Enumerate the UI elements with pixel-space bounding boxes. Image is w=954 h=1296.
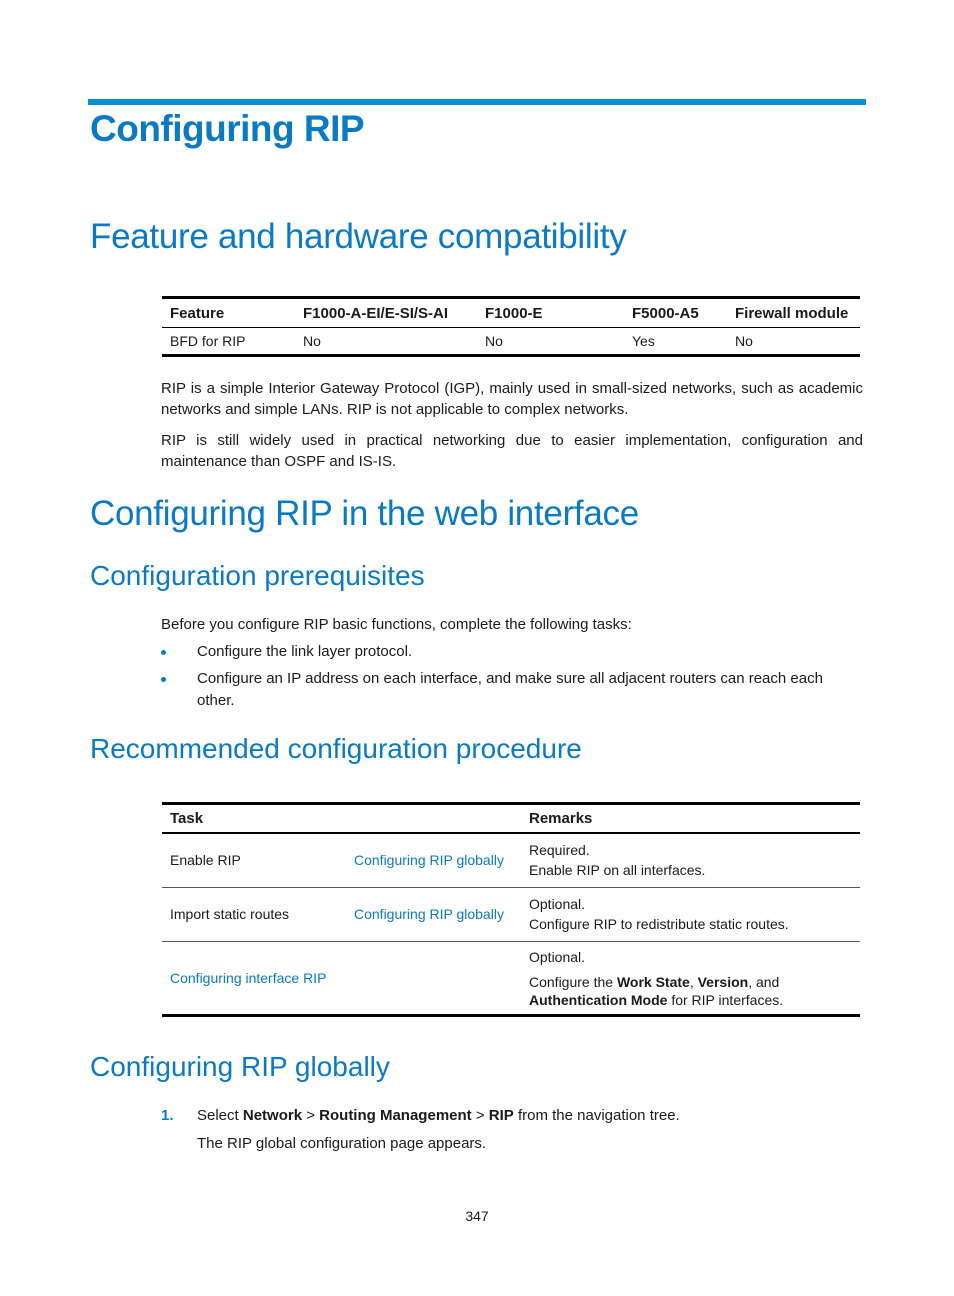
task-link-cell: [162, 941, 521, 1015]
intro-paragraph-1: RIP is a simple Interior Gateway Protocol (IGP), mainly used in small-sized networks, such as academic networks and simple LANs. RIP is not applicable to complex networks.: [161, 380, 863, 418]
remark-bold-term: Authentication Mode: [529, 991, 668, 1008]
column-header: F1000-A-EI/E-SI/S-AI: [295, 298, 477, 328]
table-header-row: [162, 804, 860, 834]
page-number: 347: [465, 1208, 489, 1224]
remark-line: [529, 973, 852, 991]
column-header: F1000-E: [477, 298, 624, 328]
step-text: >: [302, 1107, 320, 1124]
table-row: [162, 328, 860, 356]
list-item-text: Configure the link layer protocol.: [197, 643, 413, 660]
task-cell: Import static routes: [162, 887, 346, 941]
column-header: Firewall module: [727, 298, 860, 328]
column-header-task: Task: [162, 804, 521, 834]
column-header-remarks: Remarks: [521, 804, 860, 834]
chapter-top-rule: [88, 99, 866, 105]
section-title-compatibility: Feature and hardware compatibility: [90, 217, 627, 256]
section-title-web-interface: Configuring RIP in the web interface: [90, 494, 639, 533]
list-item: [161, 641, 861, 663]
compatibility-table: [162, 296, 860, 357]
remarks-cell: [521, 941, 860, 1015]
configuring-interface-rip-link[interactable]: Configuring interface RIP: [170, 969, 327, 986]
subsection-title-globally: Configuring RIP globally: [90, 1051, 390, 1082]
remark-line: Required.: [529, 842, 590, 859]
step-result: The RIP global configuration page appears.: [197, 1135, 487, 1152]
bullet-dot-icon: [161, 677, 166, 682]
procedure-table: [162, 802, 860, 1017]
remark-text: Configure the: [529, 973, 617, 990]
column-header: Feature: [162, 298, 295, 328]
remarks-cell: [521, 887, 860, 941]
remark-line: Optional.: [529, 896, 586, 912]
remark-bold-term: Version: [697, 973, 749, 990]
remark-line: [529, 991, 852, 1009]
remark-line: Enable RIP on all interfaces.: [529, 862, 706, 879]
remark-line: Configure RIP to redistribute static routes.: [529, 916, 789, 932]
menu-routing-management: Routing Management: [319, 1107, 472, 1124]
column-header: F5000-A5: [624, 298, 727, 328]
configuring-rip-globally-link[interactable]: Configuring RIP globally: [354, 906, 504, 922]
configuring-rip-globally-link[interactable]: Configuring RIP globally: [354, 852, 504, 869]
subsection-title-procedure: Recommended configuration procedure: [90, 733, 582, 764]
table-cell: No: [477, 328, 624, 356]
prereq-lead: Before you configure RIP basic functions, complete the following tasks:: [161, 616, 632, 633]
intro-paragraph-2: RIP is still widely used in practical networking due to easier implementation, configuration and maintenance than OSPF and IS-IS.: [161, 432, 863, 470]
table-cell: No: [295, 328, 477, 356]
table-row: [162, 887, 860, 941]
bullet-dot-icon: [161, 650, 166, 655]
task-link-cell: [346, 887, 521, 941]
task-cell: Enable RIP: [162, 833, 346, 887]
step-text: Select: [197, 1107, 243, 1124]
list-item-text: Configure an IP address on each interface, and make sure all adjacent routers can reach each other.: [197, 670, 823, 709]
table-cell: No: [727, 328, 860, 356]
step-instruction: [197, 1105, 680, 1127]
remarks-cell: [521, 833, 860, 887]
remark-text: , and: [748, 973, 780, 990]
table-cell: Yes: [624, 328, 727, 356]
table-row: [162, 941, 860, 1015]
remark-bold-term: Work State: [616, 973, 690, 990]
table-row: [162, 833, 860, 887]
table-header-row: [162, 298, 860, 328]
step-text: from the navigation tree.: [513, 1107, 680, 1124]
remark-text: ,: [689, 973, 698, 990]
task-link-cell: [346, 833, 521, 887]
step-number: 1.: [161, 1107, 174, 1124]
list-item: [161, 668, 861, 712]
step-text: >: [471, 1107, 489, 1124]
menu-network: Network: [242, 1107, 303, 1124]
remark-text: for RIP interfaces.: [667, 991, 784, 1008]
remark-line: Optional.: [529, 948, 586, 965]
prereq-list: [161, 641, 861, 717]
chapter-title: Configuring RIP: [90, 108, 365, 149]
table-cell: BFD for RIP: [162, 328, 295, 356]
menu-rip: RIP: [488, 1107, 514, 1124]
subsection-title-prerequisites: Configuration prerequisites: [90, 560, 425, 591]
